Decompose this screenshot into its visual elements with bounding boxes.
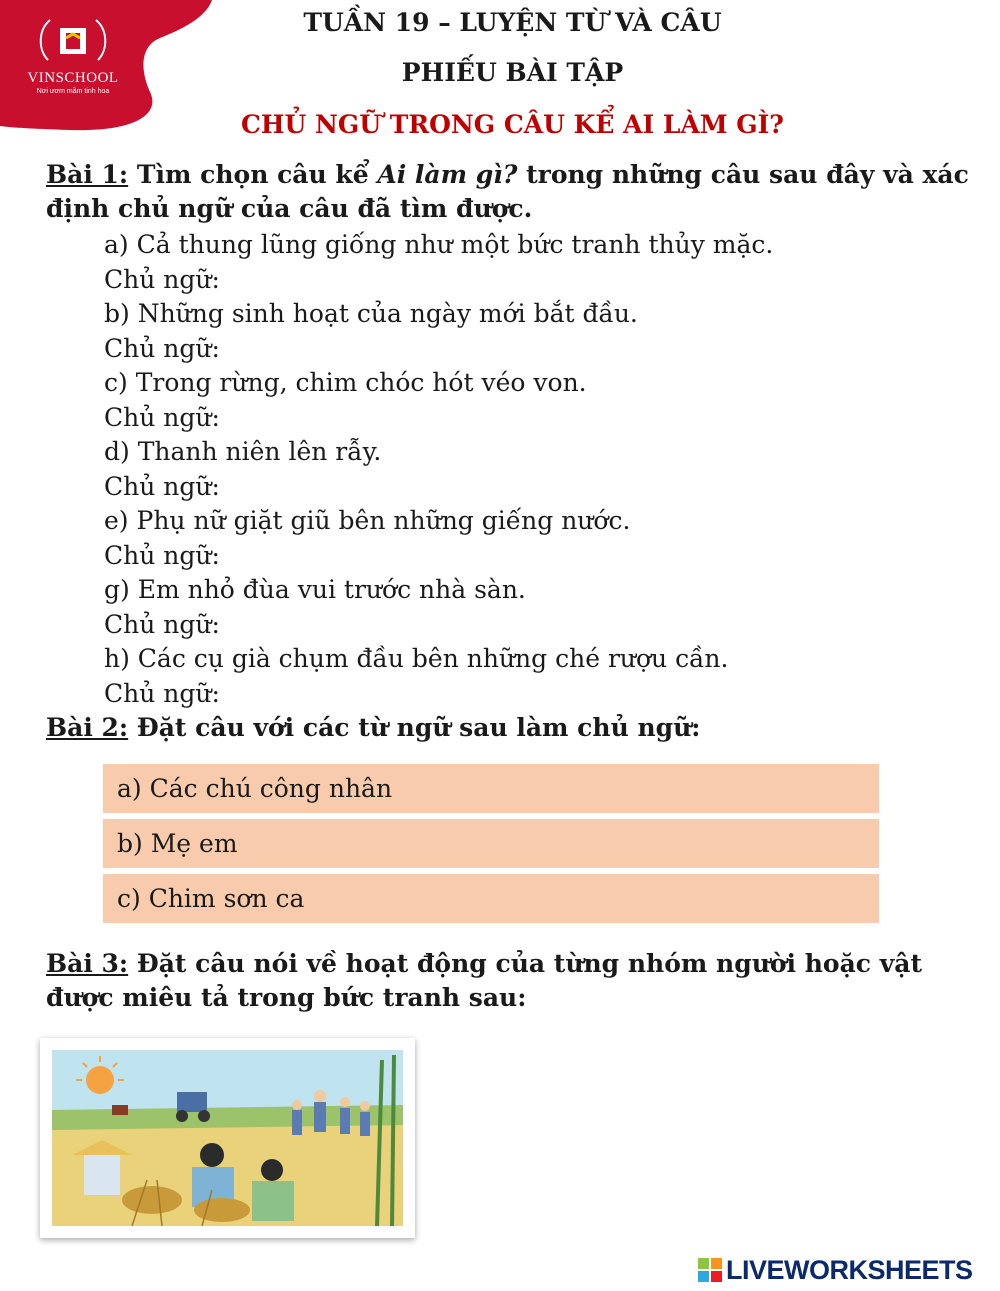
logo-name: VINSCHOOL (27, 70, 119, 86)
sentence-g: g) Em nhỏ đùa vui trước nhà sàn. (104, 575, 526, 604)
exercise-1-text-italic: Ai làm gì? (377, 160, 518, 189)
harvest-scene (52, 1050, 403, 1226)
sentence-b: b) Những sinh hoạt của ngày mới bắt đầu. (104, 299, 638, 328)
logo-slogan: Nơi ươm mầm tinh hoa (36, 88, 110, 95)
exercise-3-label: Bài 3: (46, 949, 129, 978)
answer-box-c[interactable]: c) Chim sơn ca (103, 874, 879, 923)
liveworksheets-icon (698, 1258, 722, 1282)
subject-answer-g[interactable]: Chủ ngữ: (104, 609, 220, 639)
exercise-2-boxes (103, 764, 879, 929)
sentence-e: e) Phụ nữ giặt giũ bên những giếng nước. (104, 506, 631, 535)
exercise-2-text: Đặt câu với các từ ngữ sau làm chủ ngữ: (128, 713, 701, 742)
exercise-1-prompt (46, 158, 981, 226)
subject-answer-e[interactable]: Chủ ngữ: (104, 540, 220, 570)
exercise-3-prompt (46, 947, 981, 1015)
answer-box-b[interactable]: b) Mẹ em (103, 819, 879, 868)
liveworksheets-wordmark: LIVEWORKSHEETS (726, 1254, 973, 1285)
exercise-1-label: Bài 1: (46, 160, 129, 189)
subject-answer-b[interactable]: Chủ ngữ: (104, 333, 220, 363)
subject-answer-h[interactable]: Chủ ngữ: (104, 678, 220, 708)
sentence-d: d) Thanh niên lên rẫy. (104, 437, 382, 466)
sentence-a: a) Cả thung lũng giống như một bức tranh thủy mặc. (104, 230, 774, 259)
exercise-1-text-b: trong những câu sau đây và xác định chủ ngữ của câu đã tìm được. (46, 160, 969, 223)
exercise-1-items (104, 228, 773, 711)
topic-title: CHỦ NGỮ TRONG CÂU KỂ AI LÀM GÌ? (241, 110, 784, 139)
logo-shape (0, 0, 220, 135)
subject-answer-d[interactable]: Chủ ngữ: (104, 471, 220, 501)
sentence-h: h) Các cụ già chụm đầu bên những ché rượu cần. (104, 644, 729, 673)
subject-answer-a[interactable]: Chủ ngữ: (104, 264, 220, 294)
exercise-1-text-a: Tìm chọn câu kể (128, 160, 378, 189)
harvest-illustration (40, 1038, 415, 1238)
week-title: TUẦN 19 – LUYỆN TỪ VÀ CÂU (303, 8, 722, 37)
liveworksheets-brand (698, 1255, 973, 1285)
exercise-3-text: Đặt câu nói về hoạt động của từng nhóm người hoặc vật được miêu tả trong bức tranh sau: (46, 949, 922, 1012)
sentence-c: c) Trong rừng, chim chóc hót véo von. (104, 368, 587, 397)
answer-box-a[interactable]: a) Các chú công nhân (103, 764, 879, 813)
vinschool-logo (0, 0, 220, 135)
exercise-2-label: Bài 2: (46, 713, 129, 742)
exercise-2-prompt (46, 711, 981, 745)
worksheet-title: PHIẾU BÀI TẬP (401, 58, 624, 87)
subject-answer-c[interactable]: Chủ ngữ: (104, 402, 220, 432)
